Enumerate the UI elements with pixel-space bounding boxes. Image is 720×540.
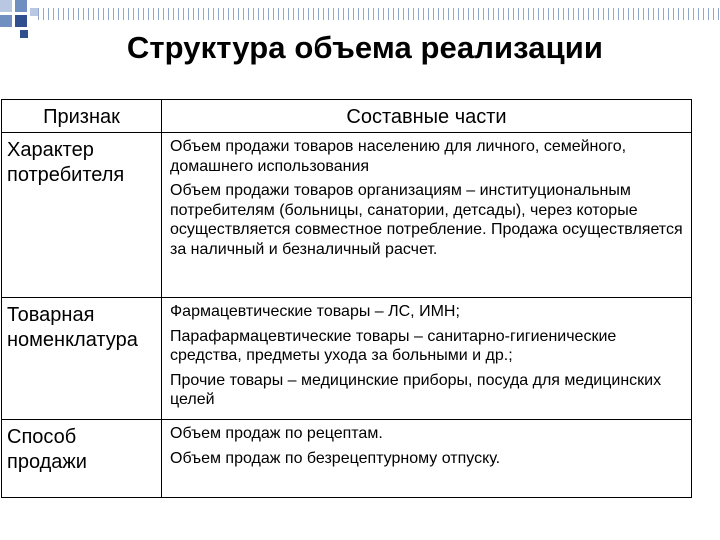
part-item: Фармацевтические товары – ЛС, ИМН; (170, 303, 460, 320)
row-attribute: Товарная номенклатура (2, 298, 162, 420)
part-item: Объем продажи товаров населению для личного, семейного, домашнего использования (170, 138, 627, 175)
header-parts: Составные части (162, 100, 692, 133)
table-row (2, 298, 692, 420)
page-title: Структура объема реализации (126, 30, 604, 65)
row-parts (162, 298, 692, 420)
part-item: Объем продаж по безрецептурному отпуску. (170, 449, 501, 467)
structure-table (1, 99, 692, 498)
deco-square (30, 8, 38, 16)
part-item: Парафармацевтические товары – санитарно-гигиенические средства, предметы ухода за больными и др.; (170, 327, 617, 364)
row-attribute: Способ продажи (2, 420, 162, 498)
part-item: Объем продаж по рецептам. (170, 425, 383, 442)
table-row (2, 133, 692, 298)
row-parts (162, 133, 692, 298)
row-attribute: Характер потребителя (2, 133, 162, 298)
header-attribute: Признак (2, 100, 162, 133)
decorative-striped-line (38, 8, 720, 20)
deco-square (0, 15, 12, 27)
row-parts (162, 420, 692, 498)
table-header-row (2, 100, 692, 133)
deco-square (0, 0, 12, 12)
part-item: Прочие товары – медицинские приборы, посуда для медицинских целей (170, 371, 662, 408)
deco-square (15, 0, 27, 12)
table-row (2, 420, 692, 498)
part-item: Объем продажи товаров организациям – институциональным потребителям (больницы, санатории, детсады), через которые осуществляется совместное потребление. Продажа осуществляется за наличный и безналичный расчет. (170, 182, 683, 258)
deco-square (15, 15, 27, 27)
